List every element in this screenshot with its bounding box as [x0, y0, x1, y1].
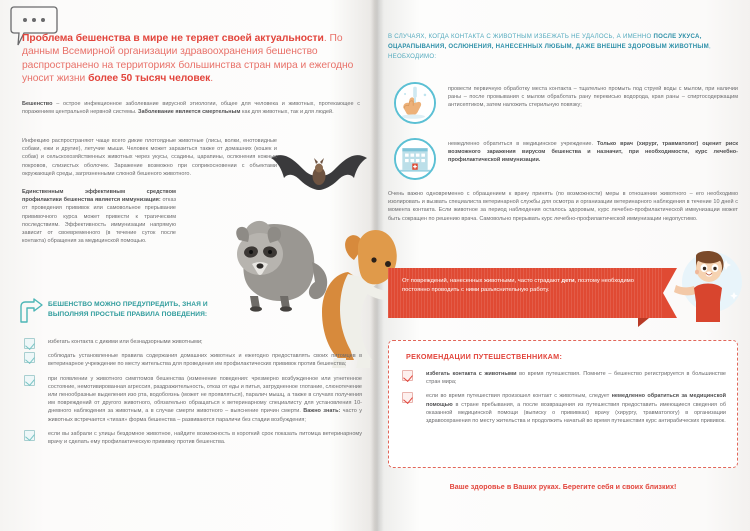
definition-lead: Бешенство — [22, 101, 53, 107]
right-header-part1: В СЛУЧАЯХ, КОГДА КОНТАКТА С ЖИВОТНЫМ ИЗБЕЖАТЬ НЕ УДАЛОСЬ, А ИМЕННО — [388, 33, 654, 40]
step2-lead: немедленно обратиться в медицинское учреждение. — [448, 141, 597, 147]
checkbox-checked-red-icon — [402, 370, 413, 381]
prevention-callout-title: БЕШЕНСТВО МОЖНО ПРЕДУПРЕДИТЬ, ЗНАЯ И ВЫПОЛНЯЯ ПРОСТЫЕ ПРАВИЛА ПОВЕДЕНИЯ: — [48, 301, 208, 318]
list-item-bold-tail: часто у животных встречается «тихая» форма бешенства – развиваются параличи без стадии возбуждения; — [48, 408, 362, 423]
immunization-body: отказ от проведения прививок или самовольное прерывание прививочного курса может привести к трагическим последствиям. Эффективность иммунизации напрямую зависит от своевременного (в течение суток после контакта) обращения за медицинской помощью. — [22, 197, 176, 245]
paragraph-infection: Инфекцию распространяют чаще всего дикие плотоядные животные (лисы, волки, енотовидные собаки, ежи и другие), летучие мыши. Человек может заразиться также от домашних (кошек и собак) и сельскохозяйственных животных через укусы, ссадины, царапины, ослюнения кожных покровов, слизистых оболочек. Заражение возможно при соприкосновении с объектами окружающей среды, загрязненными слюной бешеного животного. — [22, 138, 277, 177]
right-header-bold: ПОСЛЕ УКУСА, ОЦАРАПЫВАНИЯ, ОСЛЮНЕНИЯ, НАНЕСЕННЫХ ЛЮБЫМ, ДАЖЕ ВНЕШНЕ ЗДОРОВЫМ ЖИВОТНЫМ — [388, 33, 709, 51]
list-item-text: если вы забрали с улицы бездомное животное, найдите возможность в короткий срок показать питомца ветеринарному врачу и сделать ему профилактическую прививку против бешенства. — [48, 430, 362, 446]
right-page — [376, 0, 750, 531]
headline-period: . — [210, 73, 214, 85]
list-item-bold-lead: Важно знать: — [303, 408, 341, 415]
checkbox-checked-red-icon — [402, 392, 413, 403]
paragraph-immunization — [22, 188, 176, 245]
ribbon-part2: , поэтому необходимо постоянно проводить с ними разъяснительную работу. — [402, 278, 634, 294]
page-title — [22, 32, 360, 86]
prevention-checklist — [22, 338, 362, 452]
trav-item-bold: немедленно обратиться за медицинской помощью — [426, 393, 726, 408]
list-item-text: избегать контакта с дикими или безнадзорными животными; — [48, 339, 203, 345]
travellers-list — [400, 370, 730, 431]
ribbon-bold: дети — [561, 278, 575, 284]
right-header — [388, 32, 738, 63]
list-item — [22, 338, 252, 346]
list-item-text: соблюдать установленные правила содержания домашних животных и ежегодно предоставлять своих питомцев в ветеринарное учреждение по месту жительства для проведения им профилактических прививок против бешенства; — [48, 353, 362, 368]
travellers-title: РЕКОМЕНДАЦИИ ПУТЕШЕСТВЕННИКАМ: — [406, 352, 563, 361]
checkbox-checked-icon — [24, 352, 35, 363]
definition-body: – острое инфекционное заболевание вирусной этиологии, общее для человека и животных, протекающее с поражением центральной нервной системы. — [22, 101, 360, 116]
right-header-part2: , НЕОБХОДИМО: — [388, 43, 711, 61]
headline-bold-tail: более 50 тысяч человек — [88, 73, 211, 85]
list-item — [22, 430, 362, 446]
ribbon-part1: От повреждений, нанесенных животными, часто страдают — [402, 278, 562, 284]
arrow-up-turn-right-icon — [17, 298, 43, 324]
trav-item-text: во время путешествия. Помните – бешенство регистрируется в большинстве стран мира; — [426, 371, 726, 386]
list-item — [22, 375, 362, 424]
headline-strong: Проблема бешенства в мире не теряет своей актуальности — [22, 33, 324, 44]
trav-item-bold: избегать контакта с животными — [426, 371, 517, 377]
step2-bold: Только врач (хирург, травматолог) оценит риск возможного заражения вирусом бешенства и назначит, при необходимости, курс лечебно-профилактической иммунизации. — [448, 141, 739, 164]
step-text-first-aid: провести первичную обработку места контакта – тщательно промыть под струей воды с мылом, при наличии раны – после промывания с мылом обработать рану перекисью водорода, края раны – спиртосодержащим антисептиком, затем наложить стерильную повязку; — [448, 86, 738, 109]
boy-character-illustration — [664, 248, 742, 324]
ribbon-tail — [638, 318, 649, 327]
hospital-building-icon — [394, 138, 436, 180]
list-item — [400, 370, 726, 386]
trav-item-lead: если во время путешествия произошел контакт с животным, следует — [426, 393, 612, 400]
list-item — [22, 352, 362, 368]
list-item-text: при появлении у животного симптомов бешенства (изменение поведения: чрезмерно возбужденное или угнетенное состояние, немотивированная агрессия, раздражительность, отказ от еды и питья, затрудненное глотание, слюнотечение или пенообразные выделения изо рта, водобоязнь (может не проявляться), паралич мышц, а также в случаях получения им повреждений от другого животного, обязательно обращаться к ветеринарному специалисту для установления 10-дневного наблюдения за животным, а в случае смерти животного – выяснение причин смерти. — [48, 375, 362, 415]
checkbox-checked-icon — [24, 375, 35, 386]
children-ribbon-callout — [388, 268, 663, 318]
step-text-medical-help — [448, 140, 738, 165]
checkbox-checked-icon — [24, 338, 35, 349]
paragraph-definition — [22, 100, 360, 116]
checkbox-checked-icon — [24, 430, 35, 441]
trav-item-text: в стране пребывания, а после возвращения из путешествия предоставить имеющиеся сведения об оказанной медицинской помощи (выписку о прививках) врачу (хирургу, травматологу) в организации здравоохранения по месту жительства и продолжить начатый во время путешествия курс антирабических прививок. — [426, 401, 726, 425]
footer-slogan: Ваше здоровье в Ваших руках. Берегите себя и своих близких! — [449, 483, 677, 491]
definition-tail: как для животных, так и для людей. — [240, 109, 334, 116]
hand-washing-icon — [394, 82, 436, 124]
immunization-bold: Единственным эффективным средством профилактики бешенства является иммунизация: — [22, 189, 176, 204]
definition-bold2: Заболевание является смертельным — [138, 109, 241, 116]
left-page — [0, 0, 374, 531]
list-item — [400, 392, 726, 425]
headline-rest: . По данным Всемирной организации здравоохранения бешенство распространено на территориях большинства стран мира и ежегодно уносит жизни — [22, 33, 354, 85]
paragraph-animal-observation: Очень важно одновременно с обращением к врачу принять (по возможности) меры в отношении животного – его необходимо изолировать и вызвать специалиста ветеринарной службы для осмотра и организации ветеринарного наблюдения в течение 10 дней с момента контакта. Если животное за период наблюдения осталось здоровым, курс лечебно-профилактической иммунизации может быть сокращен по решению врача. Самовольно прерывать курс лечебно-профилактической иммунизации недопустимо. — [388, 191, 738, 222]
